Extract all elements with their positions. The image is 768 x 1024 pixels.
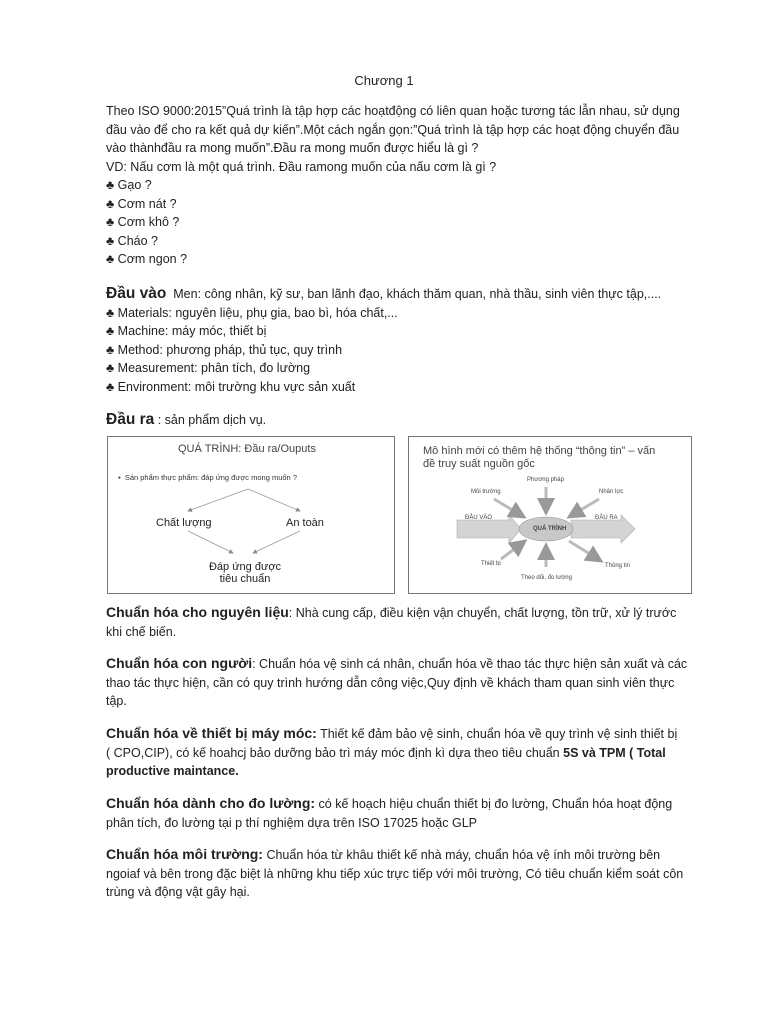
outputs-section (106, 411, 696, 430)
intro-line: Theo ISO 9000:2015”Quá trình là tập hợp các hoạtđộng có liên quan hoặc tương tác lẫn nhau, sử dụng (106, 104, 680, 118)
section-line: tập. (106, 694, 127, 708)
figure-process-model (408, 436, 692, 594)
section-line: khi chế biến. (106, 624, 177, 639)
outputs-text: : sản phẩm dịch vụ. (154, 413, 267, 427)
section-line: trùng và động vật gây hại. (106, 885, 250, 899)
intro-line: vào thànhđầu ra mong muốn”.Đầu ra mong muốn được hiểu là gì ? (106, 141, 479, 155)
section-line (106, 603, 696, 623)
section-text-bold: 5S và TPM ( Total (563, 745, 666, 760)
list-item: ♣ Materials: nguyên liệu, phụ gia, bao bì, hóa chất,... (106, 305, 398, 320)
section-line (106, 744, 696, 763)
figure2-input: ĐẦU VÀO (465, 515, 493, 521)
arrow-safety-to-standard (253, 531, 300, 553)
figure1-bullet-text: Sản phẩm thực phẩm: đáp ứng được mong muốn ? (124, 473, 297, 482)
section-heading: Chuẩn hóa con người (106, 655, 253, 671)
figure2-measurement: Theo dõi, đo lường (521, 575, 572, 581)
section-heading: Chuẩn hóa về thiết bị máy móc: (106, 725, 317, 741)
section-line (106, 724, 696, 744)
figure1-quality: Chất lượng (156, 517, 212, 529)
figure2-equipment: Thiết bị (481, 561, 501, 567)
intro-line: VD: Nấu cơm là một quá trình. Đầu ramong muốn của nấu cơm là gì ? (106, 159, 497, 174)
section-heading: Chuẩn hóa cho nguyên liệu (106, 604, 289, 620)
section-line: ngoiaf và bên trong đặc biệt là những khu tiếp xúc trực tiếp với môi trường, Có tiêu chuẩn kiểm soát côn (106, 866, 684, 881)
inputs-men: Men: công nhân, kỹ sư, ban lãnh đạo, khách thăm quan, nhà thầu, sinh viên thực tập,.... (173, 287, 662, 301)
figure2-output: ĐẦU RA (595, 515, 618, 521)
figure2-title-line2: đề truy suất nguồn gốc (423, 458, 535, 470)
intro-paragraph (106, 102, 696, 269)
list-item: ♣ Cơm nát ? (106, 196, 177, 211)
figure2-title-line1: Mô hình mới có thêm hệ thống “thông tin” – vấn (423, 445, 656, 457)
inputs-heading-line (106, 285, 696, 304)
section-text: có kế hoạch hiệu chuẩn thiết bị đo lường, Chuẩn hóa hoạt động (315, 797, 673, 811)
arrow-to-safety (248, 489, 300, 511)
figure2-diagram (409, 437, 691, 593)
section-line: phân tích, đo lường tại p thí nghiệm dựa trên ISO 17025 hoặc GLP (106, 815, 477, 830)
list-item: ♣ Environment: môi trường khu vực sản xuất (106, 379, 356, 394)
section-environment (106, 845, 696, 902)
list-item: ♣ Machine: máy móc, thiết bị (106, 324, 267, 338)
section-text: Chuẩn hóa từ khâu thiết kế nhà máy, chuẩn hóa vệ ính môi trường bên (262, 848, 661, 862)
figure2-method: Phương pháp (527, 477, 564, 483)
arrow-quality-to-standard (188, 531, 233, 553)
section-text: Thiết kế đảm bảo vệ sinh, chuẩn hóa về quy trình vệ sinh thiết bị (316, 727, 678, 741)
intro-line: đầu vào để cho ra kết quả dự kiến”.Một cách ngắn gọn:”Quá trình là tập hợp các hoạt động chuyển đầu (106, 122, 680, 137)
figure1-bullet: ▪ Sản phẩm thực phẩm: đáp ứng được mong muốn ? (118, 473, 297, 482)
list-item: ♣ Gạo ? (106, 178, 152, 192)
inputs-section (106, 285, 696, 396)
section-line: thao tác thực hiện, cần có quy trình hướng dẫn công việc,Quy định về khách tham quan sinh viên thực (106, 675, 675, 690)
list-item: ♣ Cơm khô ? (106, 215, 180, 229)
chapter-title: Chương 1 (354, 73, 414, 88)
list-item: ♣ Measurement: phân tích, đo lường (106, 361, 311, 375)
figure1-standard-line2: tiêu chuẩn (219, 573, 271, 585)
section-line (106, 845, 696, 865)
figure2-manpower: Nhân lực (599, 489, 624, 495)
section-heading: Chuẩn hóa dành cho đo lường: (106, 795, 316, 811)
inputs-heading: Đầu vào (106, 285, 167, 302)
figure1-title: QUÁ TRÌNH: Đầu ra/Ouputs (178, 443, 316, 455)
section-text: ( CPO,CIP), có kế hoahcj bảo dưỡng bảo trì máy móc định kì dựa theo tiêu chuẩn (106, 745, 564, 760)
figure2-center: QUÁ TRÌNH (533, 526, 567, 532)
list-item: ♣ Cháo ? (106, 233, 158, 248)
section-line (106, 794, 696, 814)
section-line: productive maintance. (106, 764, 239, 778)
section-equipment (106, 724, 696, 781)
arrow-to-quality (188, 489, 248, 511)
section-text: : Nhà cung cấp, điều kiện vận chuyển, chất lượng, tồn trữ, xử lý trước (288, 606, 677, 620)
figure1-safety: An toàn (286, 517, 324, 529)
figure2-information: Thông tin (605, 563, 631, 569)
list-item: ♣ Method: phương pháp, thủ tục, quy trình (106, 342, 343, 357)
figure1-standard-line1: Đáp ứng được (208, 561, 282, 573)
section-measurement (106, 794, 696, 832)
section-materials (106, 603, 696, 641)
figure-outputs-diagram (107, 436, 395, 594)
figure2-environment: Môi trường (471, 489, 501, 495)
list-item: ♣ Cơm ngon ? (106, 252, 188, 266)
arrow-equipment (501, 541, 525, 559)
arrow-environment (494, 499, 524, 517)
section-heading: Chuẩn hóa môi trường: (106, 846, 263, 862)
section-line (106, 654, 696, 674)
section-people (106, 654, 696, 711)
figure1-standard (200, 561, 290, 585)
outputs-heading: Đầu ra (106, 411, 155, 428)
arrow-information (569, 541, 601, 561)
section-text: : Chuẩn hóa vệ sinh cá nhân, chuẩn hóa về thao tác thực hiện sản xuất và các (252, 657, 688, 671)
